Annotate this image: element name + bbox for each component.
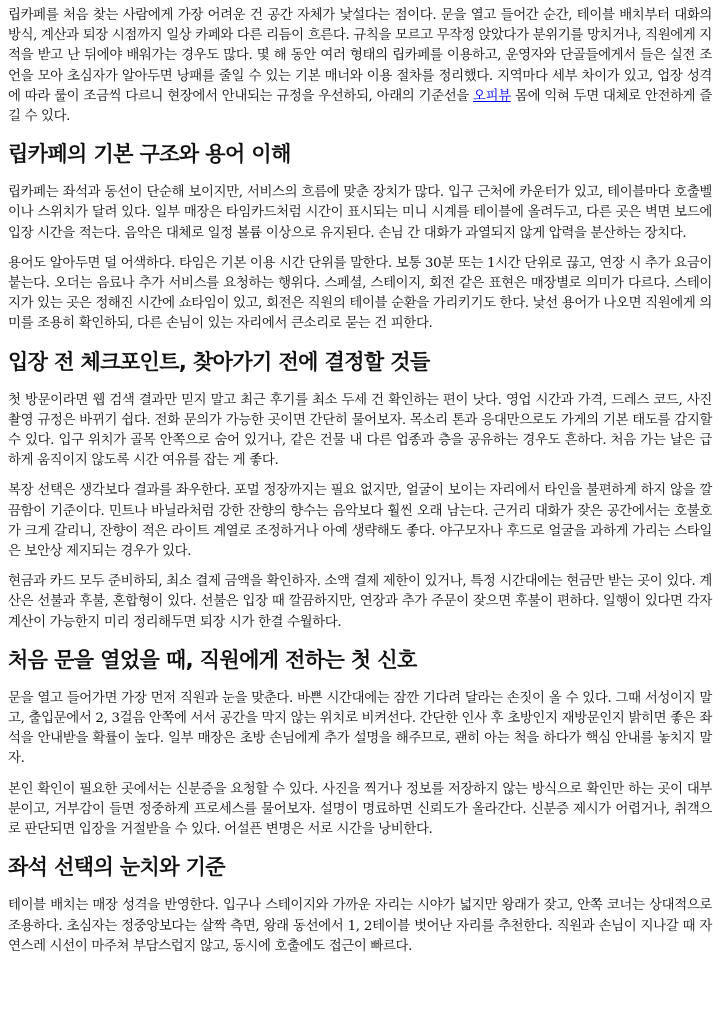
section-heading-basic-structure: 립카페의 기본 구조와 용어 이해 [8, 142, 291, 167]
section-paragraph: 복장 선택은 생각보다 결과를 좌우한다. 포멀 정장까지는 필요 없지만, 얼굴이 보이는 자리에서 타인을 불편하게 하지 않을 깔끔함이 기준이다. 민트나 바닐라처럼 강한 잔향의 향수는 음악보다 훨씬 오래 남는다. 근거리 대화가 잦은 공간에서는 호불호가 크게 갈리니, 잔향이 적은 라이트 계열로 조정하거나 아예 생략해도 좋다. 야구모자나 후드로 얼굴을 과하게 가리는 스타일은 보안상 제지되는 경우가 있다. [8, 483, 712, 560]
section-paragraph: 용어도 알아두면 덜 어색하다. 타임은 기본 이용 시간 단위를 말한다. 보통 30분 또는 1시간 단위로 끊고, 연장 시 추가 요금이 붙는다. 오더는 음료나 추가 서비스를 요청하는 행위다. 스페셜, 스테이지, 회전 같은 표현은 매장별로 의미가 다르다. 스테이지가 있는 곳은 정해진 시간에 쇼타임이 있고, 회전은 직원의 테이블 순환을 가리키기도 한다. 낯선 용어가 나오면 직원에게 의미를 조용히 확인하되, 다른 손님이 있는 자리에서 큰소리로 묻는 건 피한다. [8, 255, 712, 332]
section-paragraph: 테이블 배치는 매장 성격을 반영한다. 입구나 스테이지와 가까운 자리는 시야가 넓지만 왕래가 잦고, 안쪽 코너는 상대적으로 조용하다. 초심자는 정중앙보다는 살짝 측면, 왕래 동선에서 1, 2테이블 벗어난 자리를 추천한다. 직원과 손님이 지나갈 때 자연스레 시선이 마주쳐 부담스럽지 않고, 동시에 호출에도 접근이 빠르다. [8, 898, 712, 954]
section-heading-first-signal: 처음 문을 열었을 때, 직원에게 전하는 첫 신호 [8, 647, 417, 672]
section-paragraph: 첫 방문이라면 웹 검색 결과만 믿지 말고 최근 후기를 최소 두세 건 확인하는 편이 낫다. 영업 시간과 가격, 드레스 코드, 사진 촬영 규정은 바뀌기 쉽다. 전화 문의가 가능한 곳이면 간단히 물어보자. 목소리 톤과 응대만으로도 가게의 기본 태도를 감지할 수 있다. 입구 위치가 골목 안쪽으로 숨어 있거나, 같은 건물 내 다른 업종과 층을 공유하는 경우도 흔하다. 처음 가는 날은 급하게 움직이지 않도록 시간 여유를 잡는 게 좋다. [8, 392, 712, 469]
intro-text-after-link: 몸에 익혀 두면 대체로 안전하게 즐길 수 있다. [8, 88, 712, 125]
intro-text-before-link: 립카페를 처음 찾는 사람에게 가장 어려운 건 공간 자체가 낯설다는 점이다. 문을 열고 들어간 순간, 테이블 배치부터 대화의 방식, 계산과 퇴장 시점까지 일상 카페와 다른 리듬이 흐른다. 규칙을 모르고 무작정 앉았다가 분위기를 망치거나, 직원에게 지적을 받고 난 뒤에야 배워가는 경우도 많다. 몇 해 동안 여러 형태의 립카페를 이용하고, 운영자와 단골들에게서 들은 실전 조언을 모아 초심자가 알아두면 낭패를 줄일 수 있는 기본 매너와 이용 절차를 정리했다. 지역마다 세부 차이가 있고, 업장 성격에 따라 룰이 조금씩 다르니 현장에서 안내되는 규정을 우선하되, 아래의 기준선을 [8, 8, 712, 104]
section-paragraph: 립카페는 좌석과 동선이 단순해 보이지만, 서비스의 흐름에 맞춘 장치가 많다. 입구 근처에 카운터가 있고, 테이블마다 호출벨이나 스위치가 달려 있다. 일부 매장은 타임카드처럼 시간이 표시되는 미니 시계를 테이블에 올려두고, 다른 곳은 벽면 보드에 입장 시간을 적는다. 음악은 대체로 일정 볼륨 이상으로 유지된다. 손님 간 대화가 과열되지 않게 압력을 분산하는 장치다. [8, 185, 712, 241]
section-heading-pre-entry-checkpoints: 입장 전 체크포인트, 찾아가기 전에 결정할 것들 [8, 349, 430, 374]
intro-paragraph [8, 6, 712, 127]
section-paragraph: 문을 열고 들어가면 가장 먼저 직원과 눈을 맞춘다. 바쁜 시간대에는 잠깐 기다려 달라는 손짓이 올 수 있다. 그때 서성이지 말고, 출입문에서 2, 3걸음 안쪽에 서서 공간을 막지 않는 위치로 비켜선다. 간단한 인사 후 초방인지 재방문인지 밝히면 좋은 좌석을 안내받을 확률이 높다. 일부 매장은 초방 손님에게 추가 설명을 해주므로, 괜히 아는 척을 하다가 핵심 안내를 놓치지 말자. [8, 690, 712, 767]
opview-link[interactable]: 오피뷰 [473, 88, 511, 104]
section-heading-seat-selection: 좌석 선택의 눈치와 기준 [8, 855, 225, 880]
section-paragraph: 현금과 카드 모두 준비하되, 최소 결제 금액을 확인하자. 소액 결제 제한이 있거나, 특정 시간대에는 현금만 받는 곳이 있다. 계산은 선불과 후불, 혼합형이 있다. 선불은 입장 때 깔끔하지만, 연장과 추가 주문이 잦으면 후불이 편하다. 일행이 있다면 각자 계산이 가능한지 미리 정리해두면 퇴장 시가 한결 수월하다. [8, 574, 712, 630]
section-paragraph: 본인 확인이 필요한 곳에서는 신분증을 요청할 수 있다. 사진을 찍거나 정보를 저장하지 않는 방식으로 확인만 하는 곳이 대부분이고, 거부감이 들면 정중하게 프로세스를 물어보자. 설명이 명료하면 신뢰도가 올라간다. 신분증 제시가 어렵거나, 취객으로 판단되면 입장을 거절받을 수 있다. 어설픈 변명은 서로 시간을 낭비한다. [8, 781, 712, 838]
